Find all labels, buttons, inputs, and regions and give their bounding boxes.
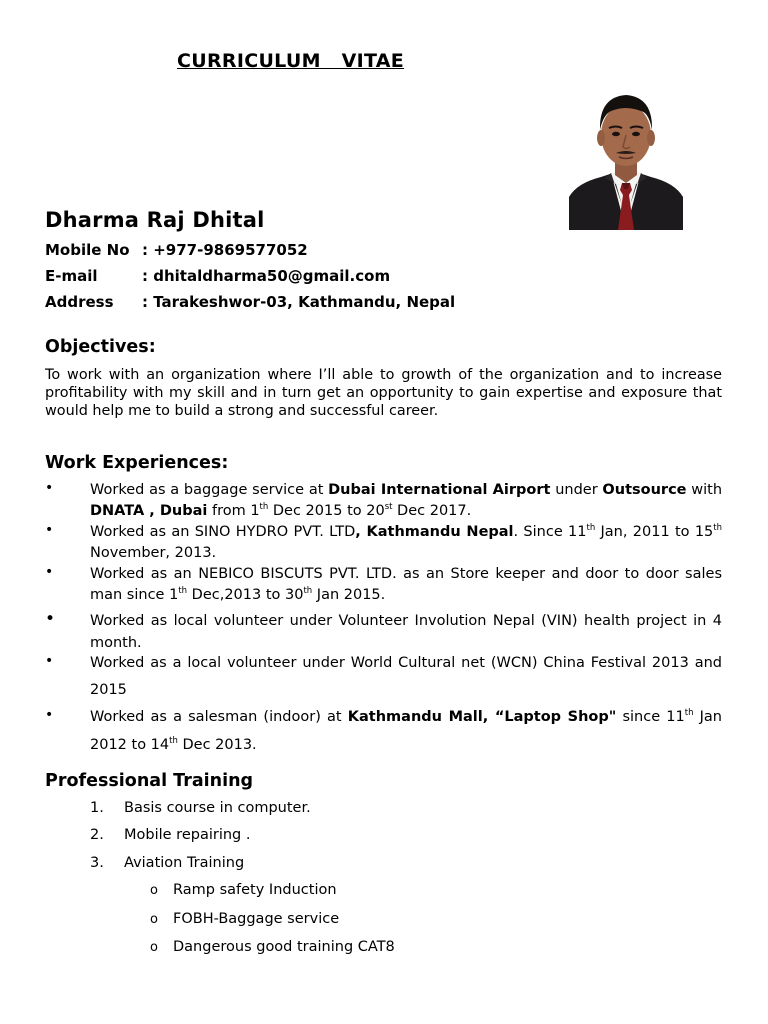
contact-value: : Tarakeshwor-03, Kathmandu, Nepal — [142, 293, 456, 311]
ordinal-suffix: th — [178, 586, 188, 597]
contact-label: Mobile No — [45, 241, 130, 259]
ordinal-suffix: th — [169, 736, 178, 747]
text-run: Worked as a baggage service at — [90, 482, 329, 498]
sub-bullet-marker: o — [150, 883, 158, 898]
text-run: Worked as local volunteer under Volunteer Involution Nepal (VIN) health project in 4 month. — [90, 613, 722, 651]
training-subitem-text: Ramp safety Induction — [173, 882, 337, 898]
company-location: , Kathmandu Nepal — [355, 524, 514, 540]
training-text: Aviation Training — [124, 855, 245, 871]
text-run: . Since 11 — [513, 524, 587, 540]
sub-bullet-marker: o — [150, 940, 158, 955]
experience-text — [90, 564, 722, 606]
profile-photo — [569, 85, 683, 230]
contact-label: E-mail — [45, 267, 98, 285]
contact-value: : dhitaldharma50@gmail.com — [142, 267, 391, 285]
company-name: Dubai International Airport — [328, 482, 551, 498]
ordinal-suffix: th — [713, 523, 723, 534]
text-run: Dec 2013. — [177, 737, 257, 753]
bullet-marker: • — [45, 564, 54, 580]
training-subitem-text: FOBH-Baggage service — [173, 911, 340, 927]
text-run: with — [686, 482, 723, 498]
text-run: under — [550, 482, 603, 498]
experience-text — [90, 480, 722, 522]
bullet-marker: • — [45, 522, 54, 538]
candidate-name: Dharma Raj Dhital — [45, 208, 265, 232]
ordinal-suffix: st — [384, 502, 393, 513]
text-run: Worked as an SINO HYDRO PVT. LTD — [90, 524, 356, 540]
experience-text — [90, 703, 722, 759]
text-run: since 11 — [616, 709, 685, 725]
ordinal-suffix: th — [586, 523, 596, 534]
sub-bullet-marker: o — [150, 912, 158, 927]
text-run: Worked as a salesman (indoor) at — [90, 709, 348, 725]
bullet-marker: • — [45, 653, 54, 669]
training-subitem-text: Dangerous good training CAT8 — [173, 939, 395, 955]
text-run: Dec 2017. — [392, 503, 472, 519]
experience-text — [90, 650, 722, 704]
cv-title: CURRICULUM VITAE — [177, 50, 405, 72]
bullet-marker: • — [45, 480, 54, 496]
experience-text — [90, 610, 722, 654]
list-number: 1. — [90, 800, 104, 816]
text-run: Dec,2013 to 30 — [187, 587, 304, 603]
list-number: 3. — [90, 855, 104, 871]
objectives-heading: Objectives: — [45, 337, 156, 357]
list-number: 2. — [90, 827, 104, 843]
training-heading: Professional Training — [45, 771, 254, 791]
work-experience-heading: Work Experiences: — [45, 453, 229, 473]
ordinal-suffix: th — [259, 502, 269, 513]
contact-label: Address — [45, 293, 114, 311]
objectives-paragraph: To work with an organization where I’ll able to growth of the organization and to increase profitability with my skill and in turn get an opportunity to gain expertise and exposure that would help me to build a strong and successful career. — [45, 367, 722, 419]
contact-email — [45, 267, 390, 285]
text-run: from 1 — [207, 503, 260, 519]
company-name: Outsource — [602, 482, 687, 498]
text-run: Worked as a local volunteer under World Cultural net (WCN) China Festival 2013 and 2015 — [90, 655, 722, 698]
contact-value: : +977-9869577052 — [142, 241, 308, 259]
company-name: DNATA , Dubai — [90, 503, 208, 519]
training-text: Mobile repairing . — [124, 827, 251, 843]
ordinal-suffix: th — [303, 586, 313, 597]
bullet-marker: • — [45, 707, 54, 723]
training-text: Basis course in computer. — [124, 800, 311, 816]
text-run: Dec 2015 to 20 — [268, 503, 385, 519]
text-run: Jan 2012 to 14 — [90, 709, 722, 753]
experience-text — [90, 522, 722, 564]
text-run: Jan, 2011 to 15 — [595, 524, 714, 540]
portrait-illustration — [569, 85, 683, 230]
text-run: Jan 2015. — [312, 587, 386, 603]
ordinal-suffix: th — [684, 708, 694, 719]
contact-mobile — [45, 241, 308, 259]
company-name: Kathmandu Mall, “Laptop Shop" — [347, 709, 617, 725]
contact-address — [45, 293, 455, 311]
text-run: November, 2013. — [90, 545, 217, 561]
bullet-marker: • — [45, 609, 56, 629]
text-run: Worked as an NEBICO BISCUTS PVT. LTD. as an Store keeper and door to door sales man since 1 — [90, 566, 722, 603]
